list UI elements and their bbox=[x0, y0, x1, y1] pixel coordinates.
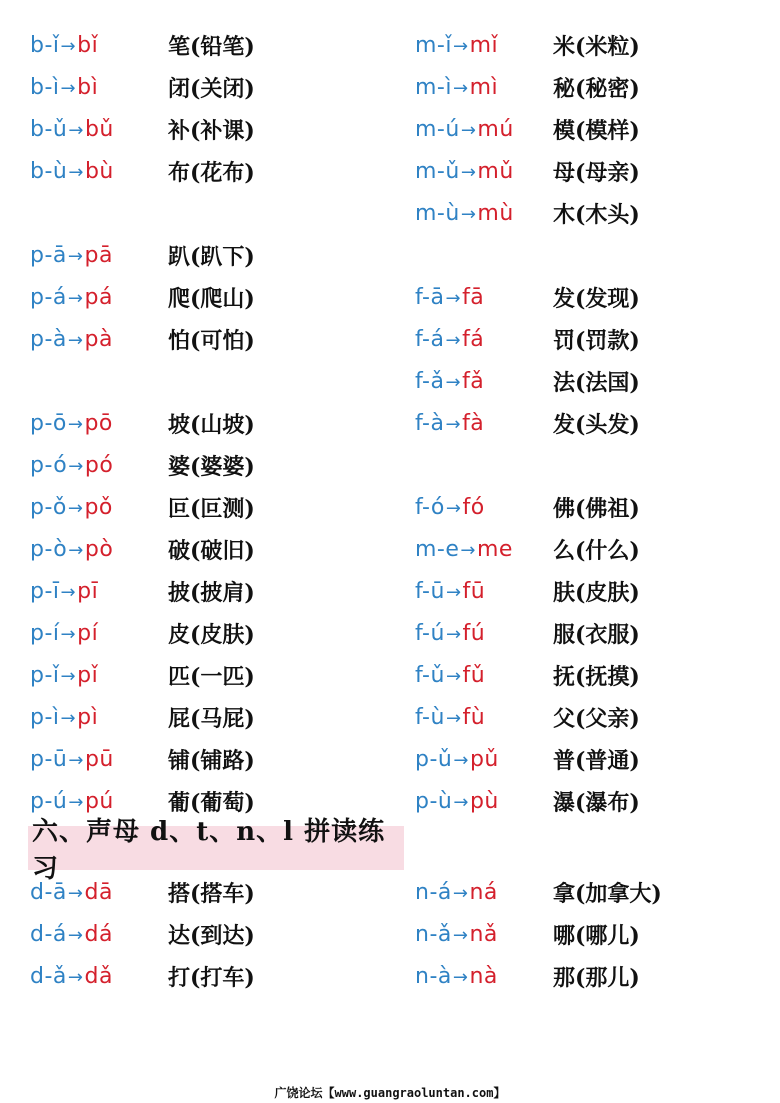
example-word: 坡(山坡) bbox=[168, 411, 255, 438]
pinyin-parts: n-á bbox=[415, 879, 452, 905]
arrow-icon: → bbox=[445, 497, 462, 519]
arrow-icon: → bbox=[67, 329, 84, 351]
arrow-icon: → bbox=[445, 413, 462, 435]
pinyin-row bbox=[30, 871, 255, 913]
pinyin-result: pī bbox=[77, 578, 99, 604]
pinyin-result: pǐ bbox=[77, 662, 99, 688]
example-word: 那(那儿) bbox=[553, 964, 640, 991]
arrow-icon: → bbox=[452, 77, 469, 99]
pinyin-row bbox=[30, 318, 255, 360]
arrow-icon: → bbox=[68, 539, 84, 561]
arrow-icon: → bbox=[460, 539, 476, 561]
pinyin-result: fó bbox=[462, 494, 485, 520]
example-word: 瀑(瀑布) bbox=[553, 789, 640, 816]
pinyin-row bbox=[30, 570, 255, 612]
pinyin-spelling bbox=[30, 579, 168, 604]
pinyin-parts: m-ì bbox=[415, 74, 452, 100]
pinyin-row bbox=[415, 318, 640, 360]
pinyin-row bbox=[30, 444, 255, 486]
pinyin-parts: d-á bbox=[30, 921, 67, 947]
pinyin-result: pí bbox=[77, 620, 99, 646]
pinyin-spelling bbox=[30, 663, 168, 688]
pinyin-row bbox=[30, 486, 255, 528]
pinyin-result: pǒ bbox=[84, 494, 113, 520]
pinyin-spelling bbox=[30, 453, 168, 478]
pinyin-spelling bbox=[30, 621, 168, 646]
arrow-icon: → bbox=[60, 581, 77, 603]
pinyin-parts: n-ǎ bbox=[415, 921, 452, 947]
pinyin-result: fā bbox=[462, 284, 485, 310]
blank-row bbox=[415, 234, 640, 276]
example-word: 皮(皮肤) bbox=[168, 621, 255, 648]
pinyin-spelling bbox=[415, 369, 553, 394]
pinyin-result: pò bbox=[84, 536, 114, 562]
pinyin-spelling bbox=[30, 117, 168, 142]
example-word: 闭(关闭) bbox=[168, 75, 255, 102]
arrow-icon: → bbox=[67, 882, 84, 904]
arrow-icon: → bbox=[68, 119, 84, 141]
pinyin-row bbox=[415, 871, 662, 913]
pinyin-spelling bbox=[415, 495, 553, 520]
left-column bbox=[30, 24, 255, 822]
blank-row bbox=[30, 360, 255, 402]
pinyin-parts: p-ǐ bbox=[30, 662, 60, 688]
pinyin-row bbox=[415, 360, 640, 402]
arrow-icon: → bbox=[60, 623, 77, 645]
pinyin-parts: f-ú bbox=[415, 620, 445, 646]
pinyin-spelling bbox=[415, 922, 553, 947]
pinyin-row bbox=[30, 402, 255, 444]
pinyin-spelling bbox=[415, 747, 553, 772]
example-word: 服(衣服) bbox=[553, 621, 640, 648]
pinyin-parts: p-ò bbox=[30, 536, 68, 562]
pinyin-result: pā bbox=[84, 242, 113, 268]
arrow-icon: → bbox=[452, 882, 469, 904]
pinyin-row bbox=[30, 528, 255, 570]
arrow-icon: → bbox=[452, 35, 469, 57]
example-word: 笔(铅笔) bbox=[168, 33, 255, 60]
arrow-icon: → bbox=[452, 924, 469, 946]
pinyin-parts: f-ù bbox=[415, 704, 445, 730]
arrow-icon: → bbox=[445, 329, 462, 351]
pinyin-row bbox=[415, 780, 640, 822]
pinyin-row bbox=[415, 276, 640, 318]
arrow-icon: → bbox=[445, 287, 462, 309]
pinyin-result: pà bbox=[84, 326, 113, 352]
pinyin-spelling bbox=[30, 159, 168, 184]
arrow-icon: → bbox=[60, 35, 77, 57]
example-word: 哪(哪儿) bbox=[553, 922, 640, 949]
pinyin-parts: n-à bbox=[415, 963, 452, 989]
pinyin-parts: p-ā bbox=[30, 242, 67, 268]
pinyin-row bbox=[415, 696, 640, 738]
example-word: 模(模样) bbox=[553, 117, 640, 144]
example-word: 匹(一匹) bbox=[168, 663, 255, 690]
example-word: 母(母亲) bbox=[553, 159, 640, 186]
example-word: 罚(罚款) bbox=[553, 327, 640, 354]
pinyin-result: mú bbox=[477, 116, 514, 142]
pinyin-row bbox=[30, 150, 255, 192]
pinyin-spelling bbox=[30, 33, 168, 58]
example-word: 米(米粒) bbox=[553, 33, 640, 60]
arrow-icon: → bbox=[453, 749, 469, 771]
arrow-icon: → bbox=[68, 455, 84, 477]
arrow-icon: → bbox=[453, 791, 469, 813]
pinyin-result: pū bbox=[84, 746, 114, 772]
pinyin-parts: f-à bbox=[415, 410, 445, 436]
pinyin-parts: p-ú bbox=[30, 788, 68, 814]
arrow-icon: → bbox=[67, 497, 84, 519]
pinyin-result: pù bbox=[469, 788, 499, 814]
pinyin-spelling bbox=[30, 922, 168, 947]
example-word: 拿(加拿大) bbox=[553, 880, 662, 907]
pinyin-result: pǔ bbox=[469, 746, 499, 772]
arrow-icon: → bbox=[60, 707, 77, 729]
blank-row bbox=[30, 192, 255, 234]
pinyin-row bbox=[415, 108, 640, 150]
pinyin-result: fù bbox=[462, 704, 486, 730]
pinyin-row bbox=[30, 955, 255, 997]
example-word: 打(打车) bbox=[168, 964, 255, 991]
pinyin-parts: p-ó bbox=[30, 452, 68, 478]
pinyin-result: mù bbox=[477, 200, 514, 226]
arrow-icon: → bbox=[460, 119, 477, 141]
pinyin-result: fú bbox=[462, 620, 486, 646]
pinyin-row bbox=[30, 913, 255, 955]
arrow-icon: → bbox=[68, 749, 84, 771]
pinyin-result: pá bbox=[84, 284, 113, 310]
pinyin-result: pó bbox=[84, 452, 114, 478]
pinyin-row bbox=[415, 150, 640, 192]
example-word: 破(破旧) bbox=[168, 537, 255, 564]
pinyin-row bbox=[415, 528, 640, 570]
pinyin-parts: p-ì bbox=[30, 704, 60, 730]
example-word: 屁(马屁) bbox=[168, 705, 255, 732]
pinyin-row bbox=[30, 612, 255, 654]
pinyin-parts: m-ǔ bbox=[415, 158, 460, 184]
pinyin-parts: p-ù bbox=[415, 788, 453, 814]
pinyin-result: fà bbox=[462, 410, 485, 436]
example-word: 父(父亲) bbox=[553, 705, 640, 732]
pinyin-row bbox=[415, 738, 640, 780]
arrow-icon: → bbox=[445, 581, 462, 603]
arrow-icon: → bbox=[67, 924, 84, 946]
pinyin-spelling bbox=[415, 75, 553, 100]
arrow-icon: → bbox=[452, 966, 469, 988]
pinyin-parts: b-ǔ bbox=[30, 116, 68, 142]
pinyin-result: fá bbox=[462, 326, 485, 352]
pinyin-spelling bbox=[415, 537, 553, 562]
pinyin-spelling bbox=[415, 117, 553, 142]
pinyin-spelling bbox=[415, 159, 553, 184]
example-word: 布(花布) bbox=[168, 159, 255, 186]
pinyin-result: bù bbox=[84, 158, 114, 184]
example-word: 披(披肩) bbox=[168, 579, 255, 606]
pinyin-parts: p-í bbox=[30, 620, 60, 646]
pinyin-row bbox=[415, 570, 640, 612]
pinyin-result: fū bbox=[462, 578, 486, 604]
arrow-icon: → bbox=[445, 623, 462, 645]
pinyin-result: ná bbox=[469, 879, 498, 905]
pinyin-spelling bbox=[30, 75, 168, 100]
example-word: 达(到达) bbox=[168, 922, 255, 949]
example-word: 铺(铺路) bbox=[168, 747, 255, 774]
example-word: 发(头发) bbox=[553, 411, 640, 438]
pinyin-row bbox=[415, 192, 640, 234]
pinyin-spelling bbox=[415, 327, 553, 352]
pinyin-parts: p-à bbox=[30, 326, 67, 352]
pinyin-spelling bbox=[30, 495, 168, 520]
arrow-icon: → bbox=[60, 665, 77, 687]
example-word: 婆(婆婆) bbox=[168, 453, 255, 480]
pinyin-spelling bbox=[30, 705, 168, 730]
pinyin-result: pì bbox=[77, 704, 99, 730]
pinyin-result: mǐ bbox=[469, 32, 499, 58]
pinyin-row bbox=[30, 234, 255, 276]
pinyin-row bbox=[415, 402, 640, 444]
pinyin-result: mǔ bbox=[477, 158, 514, 184]
pinyin-spelling bbox=[415, 964, 553, 989]
example-word: 补(补课) bbox=[168, 117, 255, 144]
pinyin-parts: d-ǎ bbox=[30, 963, 67, 989]
pinyin-row bbox=[30, 654, 255, 696]
pinyin-result: dǎ bbox=[84, 963, 113, 989]
pinyin-row bbox=[30, 276, 255, 318]
pinyin-parts: m-e bbox=[415, 536, 460, 562]
blank-row bbox=[415, 444, 640, 486]
example-word: 普(普通) bbox=[553, 747, 640, 774]
arrow-icon: → bbox=[445, 371, 462, 393]
example-word: 抚(抚摸) bbox=[553, 663, 640, 690]
pinyin-row bbox=[30, 738, 255, 780]
pinyin-row bbox=[415, 612, 640, 654]
example-word: 叵(叵测) bbox=[168, 495, 255, 522]
pinyin-parts: p-ī bbox=[30, 578, 60, 604]
section-header bbox=[28, 817, 404, 884]
example-word: 法(法国) bbox=[553, 369, 640, 396]
pinyin-row bbox=[415, 486, 640, 528]
example-word: 葡(葡萄) bbox=[168, 789, 255, 816]
arrow-icon: → bbox=[460, 161, 477, 183]
example-word: 肤(皮肤) bbox=[553, 579, 640, 606]
pinyin-spelling bbox=[415, 663, 553, 688]
pinyin-spelling bbox=[30, 327, 168, 352]
example-word: 趴(趴下) bbox=[168, 243, 255, 270]
example-word: 佛(佛祖) bbox=[553, 495, 640, 522]
pinyin-result: me bbox=[477, 536, 513, 562]
pinyin-parts: p-á bbox=[30, 284, 67, 310]
pinyin-spelling bbox=[30, 964, 168, 989]
arrow-icon: → bbox=[67, 287, 84, 309]
pinyin-result: dá bbox=[84, 921, 113, 947]
pinyin-row bbox=[30, 108, 255, 150]
pinyin-result: nà bbox=[469, 963, 498, 989]
pinyin-row bbox=[415, 913, 662, 955]
pinyin-spelling bbox=[415, 880, 553, 905]
pinyin-row bbox=[30, 696, 255, 738]
pinyin-row bbox=[415, 24, 640, 66]
arrow-icon: → bbox=[460, 203, 477, 225]
pinyin-result: pú bbox=[84, 788, 114, 814]
pinyin-parts: m-ǐ bbox=[415, 32, 452, 58]
pinyin-parts: f-ū bbox=[415, 578, 445, 604]
pinyin-spelling bbox=[30, 537, 168, 562]
pinyin-row bbox=[415, 955, 662, 997]
pinyin-parts: p-ū bbox=[30, 746, 68, 772]
footer-text: 广饶论坛【www.guangraoluntan.com】 bbox=[274, 1086, 506, 1100]
pinyin-spelling bbox=[415, 789, 553, 814]
pinyin-result: bì bbox=[77, 74, 99, 100]
arrow-icon: → bbox=[67, 413, 84, 435]
pinyin-spelling bbox=[415, 33, 553, 58]
arrow-icon: → bbox=[60, 77, 77, 99]
pinyin-result: pō bbox=[84, 410, 113, 436]
pinyin-parts: d-ā bbox=[30, 879, 67, 905]
right-column bbox=[415, 24, 640, 822]
example-word: 秘(秘密) bbox=[553, 75, 640, 102]
arrow-icon: → bbox=[67, 966, 84, 988]
pinyin-result: nǎ bbox=[469, 921, 498, 947]
example-word: 搭(搭车) bbox=[168, 880, 255, 907]
pinyin-result: fǔ bbox=[462, 662, 486, 688]
pinyin-parts: f-ā bbox=[415, 284, 445, 310]
pinyin-result: fǎ bbox=[462, 368, 485, 394]
pinyin-spelling bbox=[30, 880, 168, 905]
pinyin-spelling bbox=[30, 747, 168, 772]
pinyin-spelling bbox=[30, 411, 168, 436]
pinyin-parts: b-ǐ bbox=[30, 32, 60, 58]
example-word: 么(什么) bbox=[553, 537, 640, 564]
pinyin-parts: b-ì bbox=[30, 74, 60, 100]
pinyin-parts: m-ù bbox=[415, 200, 460, 226]
pinyin-parts: f-ó bbox=[415, 494, 445, 520]
arrow-icon: → bbox=[445, 707, 462, 729]
pinyin-result: mì bbox=[469, 74, 499, 100]
arrow-icon: → bbox=[67, 245, 84, 267]
pinyin-parts: p-ǒ bbox=[30, 494, 67, 520]
pinyin-parts: f-ǔ bbox=[415, 662, 445, 688]
pinyin-spelling bbox=[415, 579, 553, 604]
pinyin-spelling bbox=[415, 411, 553, 436]
pinyin-row bbox=[30, 24, 255, 66]
arrow-icon: → bbox=[68, 791, 84, 813]
example-word: 怕(可怕) bbox=[168, 327, 255, 354]
pinyin-result: bǔ bbox=[84, 116, 114, 142]
pinyin-parts: p-ō bbox=[30, 410, 67, 436]
pinyin-spelling bbox=[30, 243, 168, 268]
example-word: 发(发现) bbox=[553, 285, 640, 312]
pinyin-result: bǐ bbox=[77, 32, 99, 58]
pinyin-row bbox=[30, 66, 255, 108]
pinyin-parts: f-ǎ bbox=[415, 368, 445, 394]
pinyin-parts: m-ú bbox=[415, 116, 460, 142]
example-word: 木(木头) bbox=[553, 201, 640, 228]
bottom-right-column bbox=[415, 871, 662, 997]
pinyin-spelling bbox=[415, 201, 553, 226]
bottom-left-column bbox=[30, 871, 255, 997]
example-word: 爬(爬山) bbox=[168, 285, 255, 312]
pinyin-spelling bbox=[30, 285, 168, 310]
pinyin-row bbox=[415, 654, 640, 696]
pinyin-spelling bbox=[415, 621, 553, 646]
pinyin-row bbox=[415, 66, 640, 108]
pinyin-spelling bbox=[415, 705, 553, 730]
pinyin-parts: p-ǔ bbox=[415, 746, 453, 772]
pinyin-parts: f-á bbox=[415, 326, 445, 352]
pinyin-spelling bbox=[415, 285, 553, 310]
pinyin-parts: b-ù bbox=[30, 158, 68, 184]
section-title: 六、声母 d、t、n、l 拼读练习 bbox=[32, 817, 386, 884]
arrow-icon: → bbox=[445, 665, 462, 687]
pinyin-spelling bbox=[30, 789, 168, 814]
arrow-icon: → bbox=[68, 161, 84, 183]
pinyin-result: dā bbox=[84, 879, 113, 905]
